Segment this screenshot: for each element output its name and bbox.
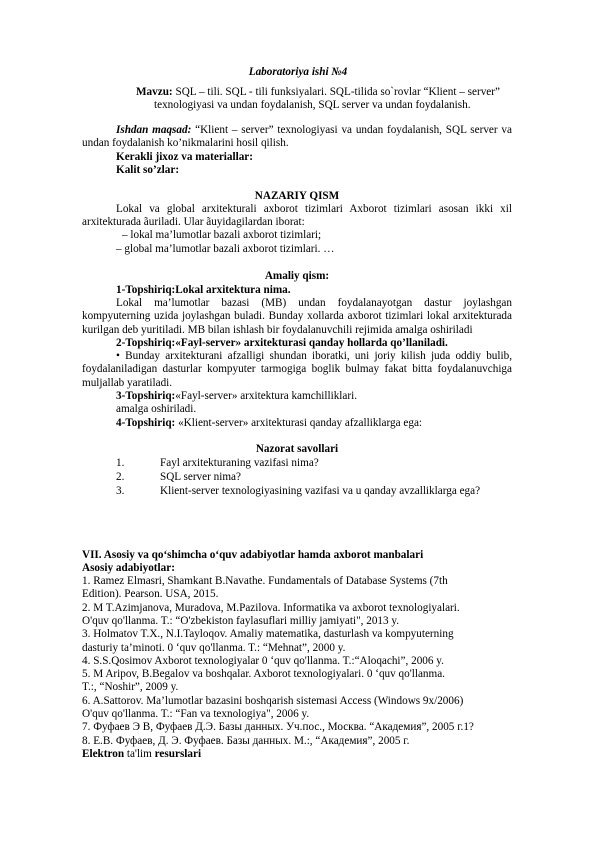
task2-paragraph: • Bunday arxitekturani afzalligi shundan iboratki, uni joriy kilish juda oddiy bulib, foydalaniladigan dasturlar kompyuter tarmogiga boglik bulmay fakat bitta foydalanuvchiga muljallab yaratiladi. — [82, 350, 512, 389]
task3-line — [116, 390, 357, 403]
task3-line-2: amalga oshiriladi. — [116, 403, 197, 415]
question-text: SQL server nima? — [160, 471, 241, 483]
nazariy-bullet-2: – global ma’lumotlar bazali axborot tizimlari. … — [116, 243, 335, 255]
task3-label: 3-Topshiriq: — [116, 390, 176, 402]
reference-line: 7. Фуфаев Э В, Фуфаев Д.Э. Базы данных. Уч.пос., Москва. “Академия”, 2005 г.1? — [82, 721, 474, 734]
reference-line: Edition). Pearson. USA, 2015. — [82, 588, 219, 601]
task2-title: 2-Topshiriq:«Fayl-server» arxitekturasi qanday hollarda qo’llaniladi. — [116, 337, 448, 349]
question-number: 2. — [116, 471, 125, 483]
kalit-heading: Kalit so’zlar: — [116, 164, 180, 176]
mavzu-line-1 — [136, 86, 500, 99]
asosiy-title: Asosiy adabiyotlar: — [82, 562, 175, 574]
reference-line: O'quv qo'llanma. T.: “O'zbekiston faylasuflari milliy jamiyati", 2013 y. — [82, 614, 400, 627]
reference-line: 2. M T.Azimjanova, Muradova, M.Pazilova. Informatika va axborot texnologiyalari. — [82, 601, 460, 614]
reference-line: dasturiy ta’minoti. 0 ‘quv qo'llanma. T.: “Mehnat”, 2000 y. — [82, 641, 346, 654]
elektron-rest: ta'lim — [124, 747, 155, 760]
maqsad-label: Ishdan maqsad: — [116, 124, 192, 136]
reference-line: 8. Е.В. Фуфаев, Д. Э. Фуфаев. Базы данных. М.:, “Академия”, 2005 г. — [82, 734, 410, 747]
question-item — [116, 485, 480, 498]
question-item — [116, 471, 241, 484]
section7-title: VII. Asosiy va qo‘shimcha o‘quv adabiyotlar hamda axborot manbalari — [82, 549, 424, 561]
mavzu-label: Mavzu: — [136, 86, 173, 98]
task4-text: «Klient-server» arxitekturasi qanday afzalliklarga ega: — [175, 417, 423, 429]
question-text: Klient-server texnologiyasining vazifasi va u qanday avzalliklarga ega? — [160, 485, 481, 497]
maqsad-paragraph — [82, 124, 512, 151]
maqsad-text: “Klient – server” texnologiyasi va undan foydalanish, SQL server va undan foydalanish ko’nikmalarini hosil qilish. — [82, 124, 512, 150]
question-number: 3. — [116, 485, 125, 497]
elektron-bold: Elektron — [82, 747, 125, 760]
mavzu-text-1: SQL – tili. SQL - tili funksiyalari. SQL-tilida so`rovlar “Klient – server” — [172, 86, 500, 98]
amaliy-title: Amaliy qism: — [264, 270, 330, 282]
lab-title: Laboratoriya ishi №4 — [248, 66, 348, 78]
question-number: 1. — [116, 457, 125, 469]
task4-label: 4-Topshiriq: — [116, 417, 176, 429]
nazariy-title: NAZARIY QISM — [254, 190, 340, 202]
elektron-heading — [82, 748, 201, 761]
reference-line: 4. S.S.Qosimov Axborot texnologiyalar 0 ‘quv qo'llanma. T.:“Aloqachi”, 2006 y. — [82, 654, 444, 667]
task1-paragraph: Lokal ma’lumotlar bazasi (MB) undan foydalanayotgan dastur joylashgan kompyuterning uzida joylashgan buladi. Bunday xollarda axborot tizimlari lokal arxitekturada kurilgan deb yuritiladi. MB bilan ishlash bir foydalanuvchili rejimida amalga oshiriladi — [82, 297, 512, 336]
nazorat-title: Nazorat savollari — [255, 443, 339, 455]
reference-line: 3. Holmatov T.X., N.I.Tayloqov. Amaliy matematika, dasturlash va kompyuterning — [82, 628, 454, 641]
reference-line: T.:, “Noshir”, 2009 y. — [82, 681, 179, 694]
reference-line: O'quv qo'llanma. T.: “Fan va texnologiya", 2006 y. — [82, 708, 310, 720]
mavzu-line-2: texnologiyasi va undan foydalanish, SQL server va undan foydalanish. — [154, 99, 471, 111]
question-item — [116, 457, 319, 470]
task3-text: «Fayl-server» arxitektura kamchilliklari. — [175, 390, 358, 402]
nazariy-bullet-1: – lokal ma’lumotlar bazali axborot tizimlari; — [122, 229, 322, 241]
reference-line: 1. Ramez Elmasri, Shamkant B.Navathe. Fundamentals of Database Systems (7th — [82, 575, 448, 587]
reference-line: 5. M Aripov, B.Begalov va boshqalar. Axborot texnologiyalari. 0 ‘quv qo'llanma. — [82, 668, 445, 681]
elektron-bold-2: resurslari — [154, 747, 202, 760]
question-text: Fayl arxitekturaning vazifasi nima? — [160, 457, 319, 469]
task1-title: 1-Topshiriq:Lokal arxitektura nima. — [116, 284, 291, 296]
reference-line: 6. A.Sattorov. Ma’lumotlar bazasini boshqarish sistemasi Access (Windows 9x/2006) — [82, 694, 464, 707]
task4-line — [116, 417, 422, 430]
kerakli-heading: Kerakli jixoz va materiallar: — [116, 151, 254, 163]
nazariy-paragraph: Lokal va global arxitekturali axborot tizimlari Axborot tizimlari asosan ikki xil arxitekturada ãuriladi. Ular ãuyidagilardan iborat: — [82, 203, 512, 229]
